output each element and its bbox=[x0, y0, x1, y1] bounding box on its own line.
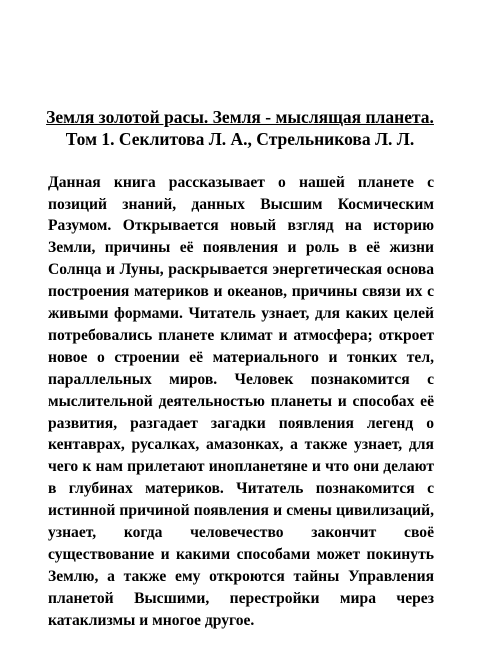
body-paragraph: Данная книга рассказывает о нашей планете с позиций знаний, данных Высшим Космическим Разумом. Открывается новый взгляд на историю Земли, причины её появления и роль в её жизни Солнца и Луны, раскрывается энергетическая основа построения материков и океанов, причины связи их с живыми формами. Читатель узнает, для каких целей потребовались планете климат и атмосфера; откроет новое о строении её материального и тонких тел, параллельных миров. Человек познакомится с мыслительной деятельностью планеты и способах её развития, разгадает загадки появления легенд о кентаврах, русалках, амазонках, а также узнает, для чего к нам прилетают инопланетяне и что они делают в глубинах материков. Читатель познакомится с истинной причиной появления и смены цивилизаций, узнает, когда человечество закончит своё существование и какими способами может покинуть Землю, а также ему откроются тайны Управления планетой Высшими, перестройки мира через катаклизмы и многое другое. bbox=[48, 173, 434, 629]
title-line-2: Том 1. Секлитова Л. А., Стрельникова Л. Л. bbox=[65, 129, 415, 149]
document-title bbox=[40, 106, 440, 150]
title-line-1: Земля золотой расы. Земля - мыслящая планета. bbox=[46, 107, 434, 127]
